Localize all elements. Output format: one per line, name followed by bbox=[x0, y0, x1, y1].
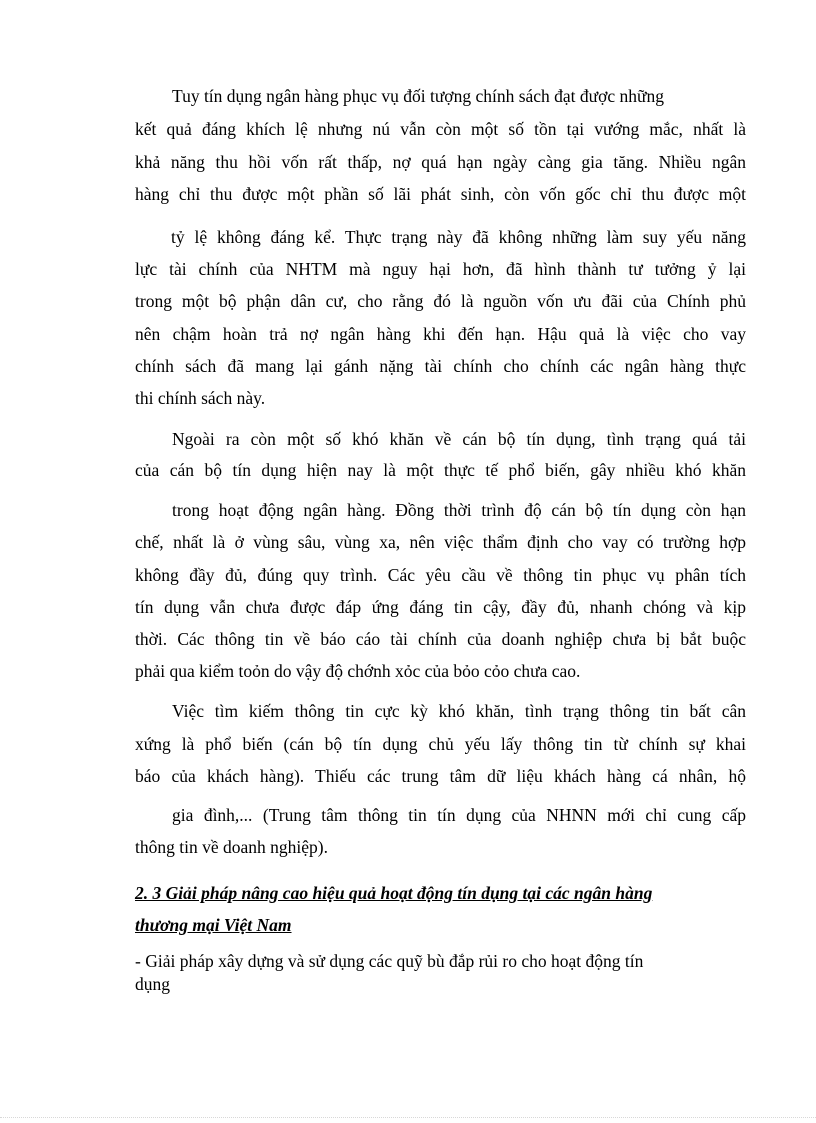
paragraph-1-line-9: chính sách đã mang lại gánh nặng tài chính cho chính các ngân hàng thực bbox=[135, 356, 746, 376]
paragraph-3-line-1: Việc tìm kiếm thông tin cực kỳ khó khăn, tình trạng thông tin bất cân bbox=[172, 701, 746, 721]
paragraph-2-line-4: chế, nhất là ở vùng sâu, vùng xa, nên việc thẩm định cho vay có trường hợp bbox=[135, 532, 746, 552]
paragraph-2-line-5: không đầy đủ, đúng quy trình. Các yêu cầu về thông tin phục vụ phân tích bbox=[135, 565, 746, 585]
paragraph-1-line-8: nên chậm hoàn trả nợ ngân hàng khi đến hạn. Hậu quả là việc cho vay bbox=[135, 324, 746, 344]
paragraph-3-line-4: gia đình,... (Trung tâm thông tin tín dụng của NHNN mới chỉ cung cấp bbox=[172, 805, 746, 825]
section-heading-line-1: 2. 3 Giải pháp nâng cao hiệu quả hoạt động tín dụng tại các ngân hàng bbox=[135, 883, 653, 903]
paragraph-1-line-2: kết quả đáng khích lệ nhưng nú vẫn còn một số tồn tại vướng mắc, nhất là bbox=[135, 119, 746, 139]
page-bottom-divider bbox=[0, 1117, 816, 1118]
paragraph-2-line-8: phải qua kiểm toỏn do vậy độ chớnh xỏc của bỏo cỏo chưa cao. bbox=[135, 661, 581, 681]
paragraph-1-line-4: hàng chỉ thu được một phần số lãi phát sinh, còn vốn gốc chỉ thu được một bbox=[135, 184, 746, 204]
paragraph-3-line-3: báo của khách hàng). Thiếu các trung tâm dữ liệu khách hàng cá nhân, hộ bbox=[135, 766, 746, 786]
paragraph-1-line-6: lực tài chính của NHTM mà nguy hại hơn, đã hình thành tư tưởng ỷ lại bbox=[135, 259, 746, 279]
bullet-item-line-2: dụng bbox=[135, 974, 170, 994]
section-heading-line-2: thương mại Việt Nam bbox=[135, 915, 292, 935]
paragraph-1-line-5: tỷ lệ không đáng kể. Thực trạng này đã không những làm suy yếu năng bbox=[171, 227, 746, 247]
paragraph-2-line-3: trong hoạt động ngân hàng. Đồng thời trình độ cán bộ tín dụng còn hạn bbox=[172, 500, 746, 520]
paragraph-1-line-3: khả năng thu hồi vốn rất thấp, nợ quá hạn ngày càng gia tăng. Nhiều ngân bbox=[135, 152, 746, 172]
paragraph-2-line-2: của cán bộ tín dụng hiện nay là một thực tế phổ biến, gây nhiều khó khăn bbox=[135, 460, 746, 480]
paragraph-3-line-5: thông tin về doanh nghiệp). bbox=[135, 837, 328, 857]
paragraph-2-line-1: Ngoài ra còn một số khó khăn về cán bộ tín dụng, tình trạng quá tải bbox=[172, 429, 746, 449]
bullet-item-line-1: - Giải pháp xây dựng và sử dụng các quỹ bù đắp rủi ro cho hoạt động tín bbox=[135, 951, 644, 971]
paragraph-3-line-2: xứng là phổ biến (cán bộ tín dụng chủ yếu lấy thông tin từ chính sự khai bbox=[135, 734, 746, 754]
paragraph-2-line-6: tín dụng vẫn chưa được đáp ứng đáng tin cậy, đầy đủ, nhanh chóng và kịp bbox=[135, 597, 746, 617]
paragraph-2-line-7: thời. Các thông tin về báo cáo tài chính của doanh nghiệp chưa bị bắt buộc bbox=[135, 629, 746, 649]
paragraph-1-line-10: thi chính sách này. bbox=[135, 388, 266, 408]
paragraph-1-line-7: trong một bộ phận dân cư, cho rằng đó là nguồn vốn ưu đãi của Chính phủ bbox=[135, 291, 746, 311]
paragraph-1-line-1: Tuy tín dụng ngân hàng phục vụ đối tượng chính sách đạt được những bbox=[172, 86, 665, 106]
